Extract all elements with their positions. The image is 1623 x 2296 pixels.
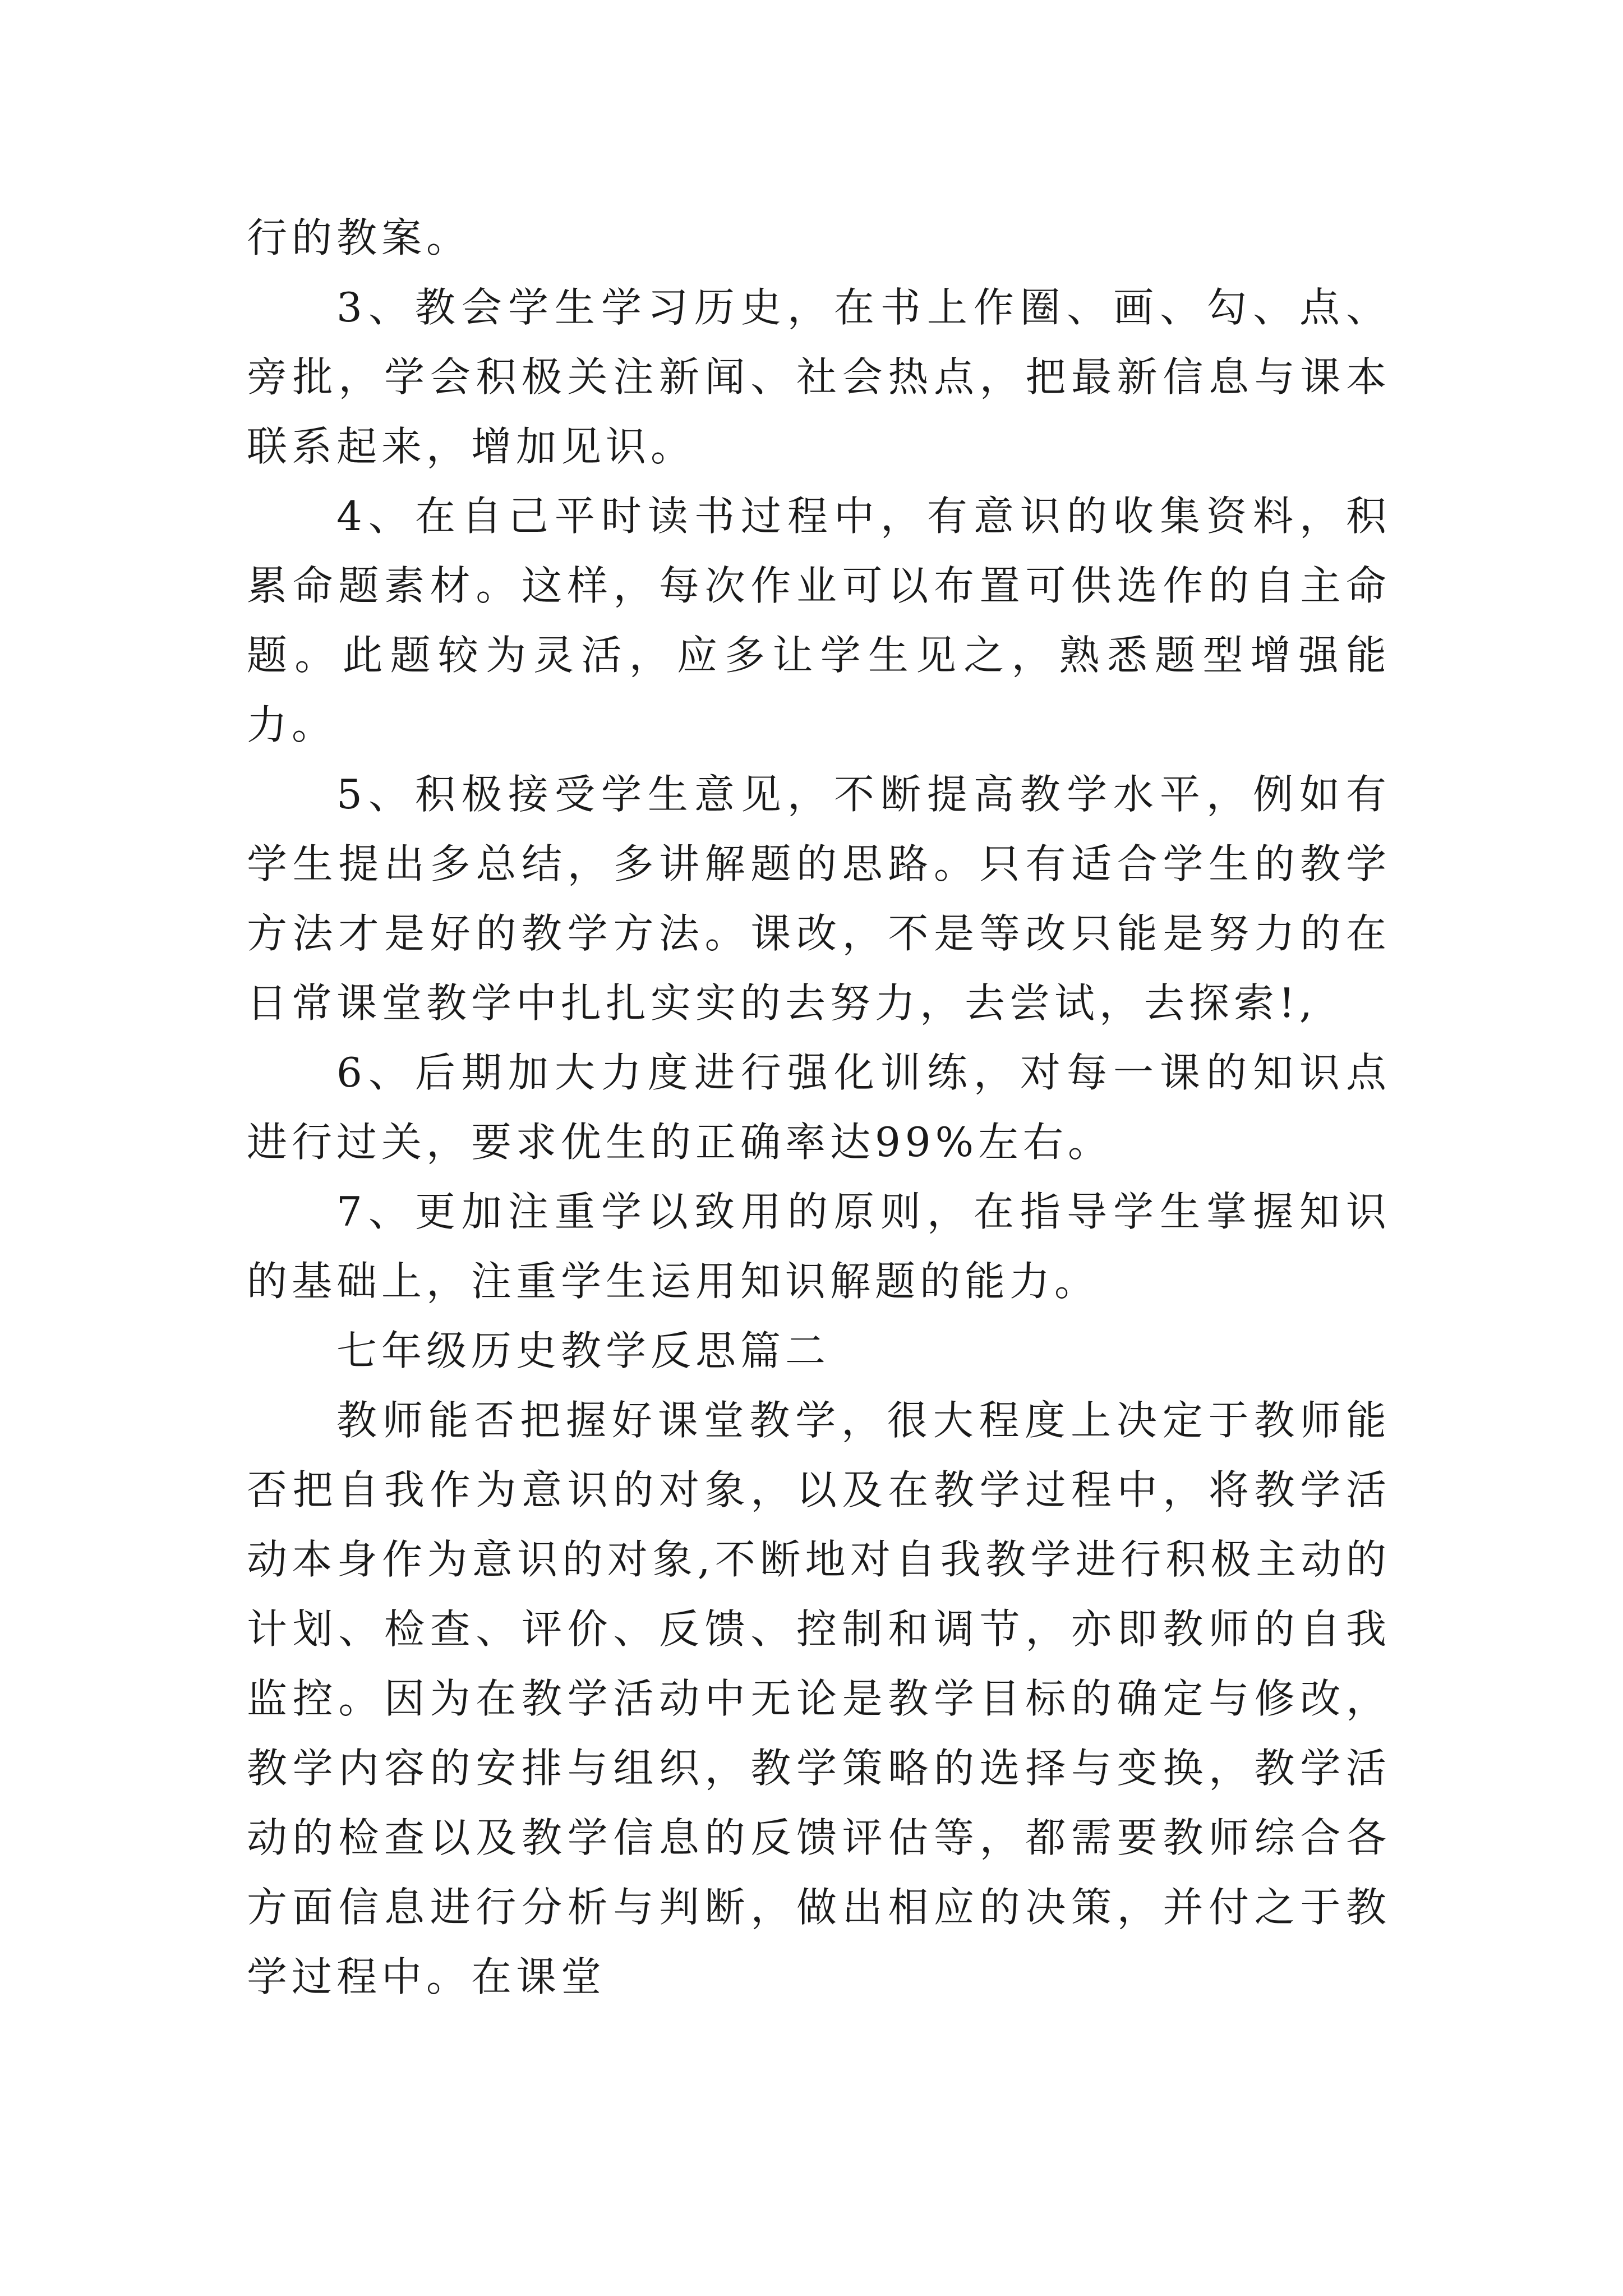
- paragraph-item-3: 3、教会学生学习历史，在书上作圈、画、勾、点、旁批，学会积极关注新闻、社会热点，把最新信息与课本联系起来，增加见识。: [247, 284, 1391, 470]
- paragraph-body: 教师能否把握好课堂教学，很大程度上决定于教师能否把自我作为意识的对象，以及在教学过程中，将教学活动本身作为意识的对象,不断地对自我教学进行积极主动的计划、检查、评价、反馈、控制和调节，亦即教师的自我监控。因为在教学活动中无论是教学目标的确定与修改，教学内容的安排与组织，教学策略的选择与变换，教学活动的检查以及教学信息的反馈评估等，都需要教师综合各方面信息进行分析与判断，做出相应的决策，并付之于教学过程中。在课堂: [247, 1397, 1391, 2000]
- paragraph-item-4: 4、在自己平时读书过程中，有意识的收集资料，积累命题素材。这样，每次作业可以布置可供选作的自主命题。此题较为灵活，应多让学生见之，熟悉题型增强能力。: [247, 493, 1391, 748]
- paragraph-item-6: 6、后期加大力度进行强化训练，对每一课的知识点进行过关，要求优生的正确率达99%左右。: [247, 1049, 1391, 1166]
- paragraph-continuation: 行的教案。: [247, 214, 472, 261]
- document-body: [247, 203, 1391, 2012]
- paragraph-item-7: 7、更加注重学以致用的原则，在指导学生掌握知识的基础上，注重学生运用知识解题的能力。: [247, 1188, 1391, 1305]
- section-heading: 七年级历史教学反思篇二: [336, 1327, 831, 1374]
- paragraph-item-5: 5、积极接受学生意见，不断提高教学水平，例如有学生提出多总结，多讲解题的思路。只有适合学生的教学方法才是好的教学方法。课改，不是等改只能是努力的在日常课堂教学中扎扎实实的去努力，去尝试，去探索!,: [247, 771, 1391, 1027]
